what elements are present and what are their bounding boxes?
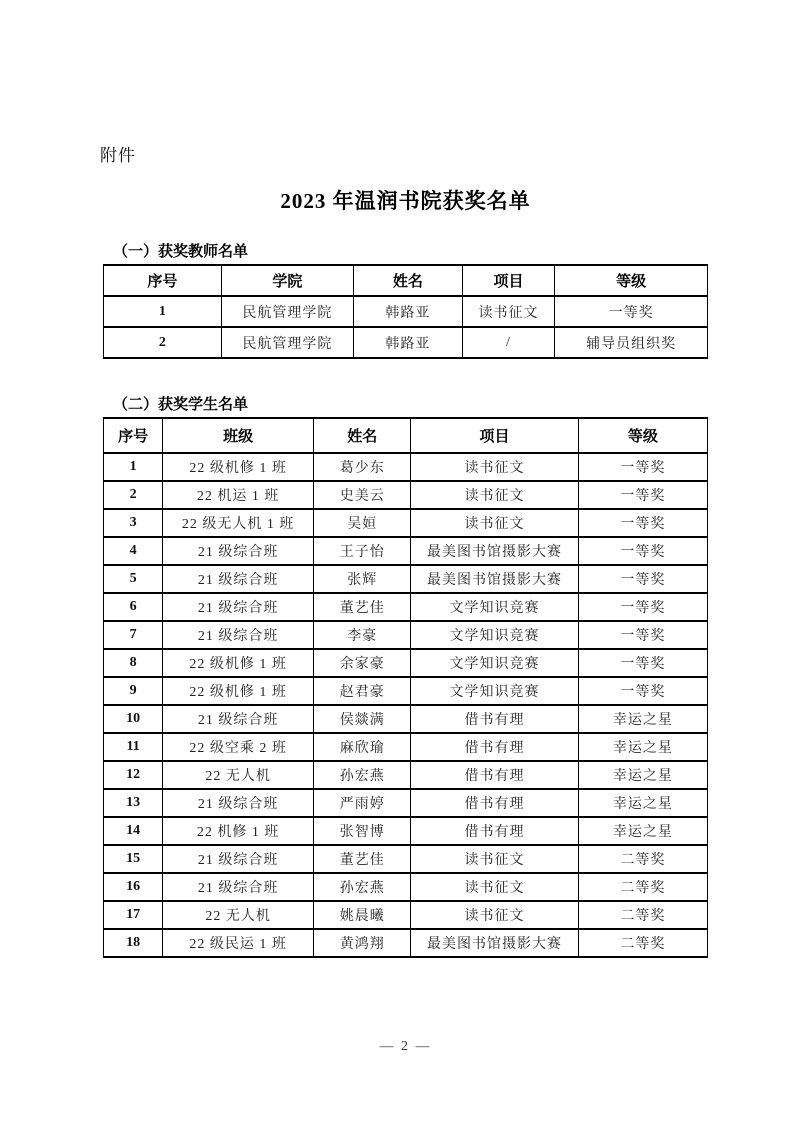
table-cell: 6 (104, 593, 163, 621)
table-cell: 读书征文 (411, 481, 578, 509)
page-number: — 2 — (379, 1039, 432, 1054)
table-cell: 22 机运 1 班 (163, 481, 314, 509)
table-row (104, 565, 708, 593)
table-row (104, 733, 708, 761)
table-row (104, 761, 708, 789)
table-cell: 5 (104, 565, 163, 593)
table-cell: 22 级空乘 2 班 (163, 733, 314, 761)
table-cell: 张辉 (314, 565, 411, 593)
table-row (104, 481, 708, 509)
table-row (104, 789, 708, 817)
table-cell: 麻欣瑜 (314, 733, 411, 761)
table-cell: 文学知识竞赛 (411, 649, 578, 677)
table-cell: 读书征文 (411, 845, 578, 873)
table-cell: 文学知识竞赛 (411, 593, 578, 621)
table-cell: 21 级综合班 (163, 873, 314, 901)
table-cell: 最美图书馆摄影大赛 (411, 929, 578, 957)
table-cell: 借书有理 (411, 817, 578, 845)
table-cell: 22 机修 1 班 (163, 817, 314, 845)
table-cell: 13 (104, 789, 163, 817)
table-row (104, 901, 708, 929)
table-cell: 文学知识竞赛 (411, 621, 578, 649)
table-cell: 2 (104, 481, 163, 509)
table-cell: 1 (104, 296, 222, 327)
table-cell: 一等奖 (578, 509, 707, 537)
table-cell: 民航管理学院 (221, 296, 353, 327)
table-cell: 辅导员组织奖 (555, 327, 708, 358)
table-cell: 一等奖 (578, 565, 707, 593)
table-cell: 韩路亚 (354, 327, 463, 358)
table-cell: 吴姮 (314, 509, 411, 537)
table-cell: 孙宏燕 (314, 761, 411, 789)
table-cell: 韩路亚 (354, 296, 463, 327)
table-cell: 9 (104, 677, 163, 705)
column-header: 姓名 (314, 418, 411, 453)
table-cell: 借书有理 (411, 761, 578, 789)
table-cell: 幸运之星 (578, 705, 707, 733)
table-cell: 史美云 (314, 481, 411, 509)
table-cell: 1 (104, 453, 163, 481)
table-cell: 董艺佳 (314, 845, 411, 873)
table-cell: 22 无人机 (163, 901, 314, 929)
table-row (104, 537, 708, 565)
table-cell: 7 (104, 621, 163, 649)
table-cell: 赵君豪 (314, 677, 411, 705)
column-header: 项目 (411, 418, 578, 453)
table-cell: 一等奖 (578, 677, 707, 705)
table-cell: 借书有理 (411, 789, 578, 817)
table-cell: 21 级综合班 (163, 789, 314, 817)
table-cell: 姚晨曦 (314, 901, 411, 929)
table-cell: 16 (104, 873, 163, 901)
table-cell: 文学知识竞赛 (411, 677, 578, 705)
table-row (104, 649, 708, 677)
table-cell: 4 (104, 537, 163, 565)
table-cell: 借书有理 (411, 705, 578, 733)
table-row (104, 453, 708, 481)
column-header: 项目 (462, 265, 554, 296)
column-header: 等级 (555, 265, 708, 296)
table-cell: 8 (104, 649, 163, 677)
table-row (104, 845, 708, 873)
student-award-table (103, 417, 708, 958)
table-row (104, 509, 708, 537)
column-header: 学院 (221, 265, 353, 296)
student-table-header-row (104, 418, 708, 453)
table-cell: 借书有理 (411, 733, 578, 761)
table-row (104, 327, 708, 358)
table-cell: 读书征文 (411, 453, 578, 481)
table-cell: 22 级无人机 1 班 (163, 509, 314, 537)
table-cell: 读书征文 (411, 901, 578, 929)
table-cell: 董艺佳 (314, 593, 411, 621)
table-row (104, 817, 708, 845)
table-cell: 15 (104, 845, 163, 873)
table-cell: 幸运之星 (578, 733, 707, 761)
table-cell: / (462, 327, 554, 358)
table-cell: 王子怡 (314, 537, 411, 565)
table-cell: 3 (104, 509, 163, 537)
table-cell: 民航管理学院 (221, 327, 353, 358)
teacher-table-header-row (104, 265, 708, 296)
table-cell: 幸运之星 (578, 817, 707, 845)
table-cell: 葛少东 (314, 453, 411, 481)
table-cell: 一等奖 (578, 453, 707, 481)
table-cell: 一等奖 (578, 649, 707, 677)
table-row (104, 929, 708, 957)
table-cell: 孙宏燕 (314, 873, 411, 901)
table-cell: 黄鸿翔 (314, 929, 411, 957)
table-cell: 读书征文 (411, 873, 578, 901)
table-cell: 读书征文 (462, 296, 554, 327)
table-row (104, 621, 708, 649)
table-cell: 21 级综合班 (163, 565, 314, 593)
table-cell: 一等奖 (578, 593, 707, 621)
column-header: 等级 (578, 418, 707, 453)
table-cell: 一等奖 (578, 537, 707, 565)
table-cell: 侯燚满 (314, 705, 411, 733)
table-cell: 一等奖 (578, 621, 707, 649)
table-cell: 余家豪 (314, 649, 411, 677)
table-cell: 18 (104, 929, 163, 957)
table-cell: 张智博 (314, 817, 411, 845)
table-cell: 21 级综合班 (163, 593, 314, 621)
table-cell: 李豪 (314, 621, 411, 649)
table-cell: 最美图书馆摄影大赛 (411, 537, 578, 565)
table-cell: 二等奖 (578, 929, 707, 957)
column-header: 班级 (163, 418, 314, 453)
table-cell: 11 (104, 733, 163, 761)
table-cell: 22 级机修 1 班 (163, 677, 314, 705)
table-cell: 一等奖 (555, 296, 708, 327)
table-cell: 二等奖 (578, 873, 707, 901)
table-row (104, 705, 708, 733)
table-row (104, 873, 708, 901)
attachment-label: 附件 (100, 146, 136, 165)
table-cell: 幸运之星 (578, 789, 707, 817)
table-row (104, 677, 708, 705)
table-cell: 17 (104, 901, 163, 929)
table-cell: 21 级综合班 (163, 537, 314, 565)
teacher-section-heading: （一）获奖教师名单 (113, 243, 249, 260)
table-cell: 二等奖 (578, 901, 707, 929)
table-cell: 严雨婷 (314, 789, 411, 817)
table-cell: 最美图书馆摄影大赛 (411, 565, 578, 593)
table-cell: 二等奖 (578, 845, 707, 873)
table-cell: 幸运之星 (578, 761, 707, 789)
table-cell: 22 级民运 1 班 (163, 929, 314, 957)
column-header: 姓名 (354, 265, 463, 296)
page-title: 2023 年温润书院获奖名单 (280, 189, 531, 213)
student-section-heading: （二）获奖学生名单 (113, 396, 249, 413)
table-cell: 21 级综合班 (163, 705, 314, 733)
table-cell: 一等奖 (578, 481, 707, 509)
teacher-award-table (103, 264, 708, 359)
table-cell: 21 级综合班 (163, 845, 314, 873)
table-row (104, 593, 708, 621)
column-header: 序号 (104, 418, 163, 453)
table-cell: 12 (104, 761, 163, 789)
table-cell: 14 (104, 817, 163, 845)
table-cell: 22 级机修 1 班 (163, 453, 314, 481)
table-cell: 22 无人机 (163, 761, 314, 789)
table-cell: 读书征文 (411, 509, 578, 537)
table-row (104, 296, 708, 327)
table-cell: 21 级综合班 (163, 621, 314, 649)
table-cell: 10 (104, 705, 163, 733)
column-header: 序号 (104, 265, 222, 296)
table-cell: 22 级机修 1 班 (163, 649, 314, 677)
table-cell: 2 (104, 327, 222, 358)
